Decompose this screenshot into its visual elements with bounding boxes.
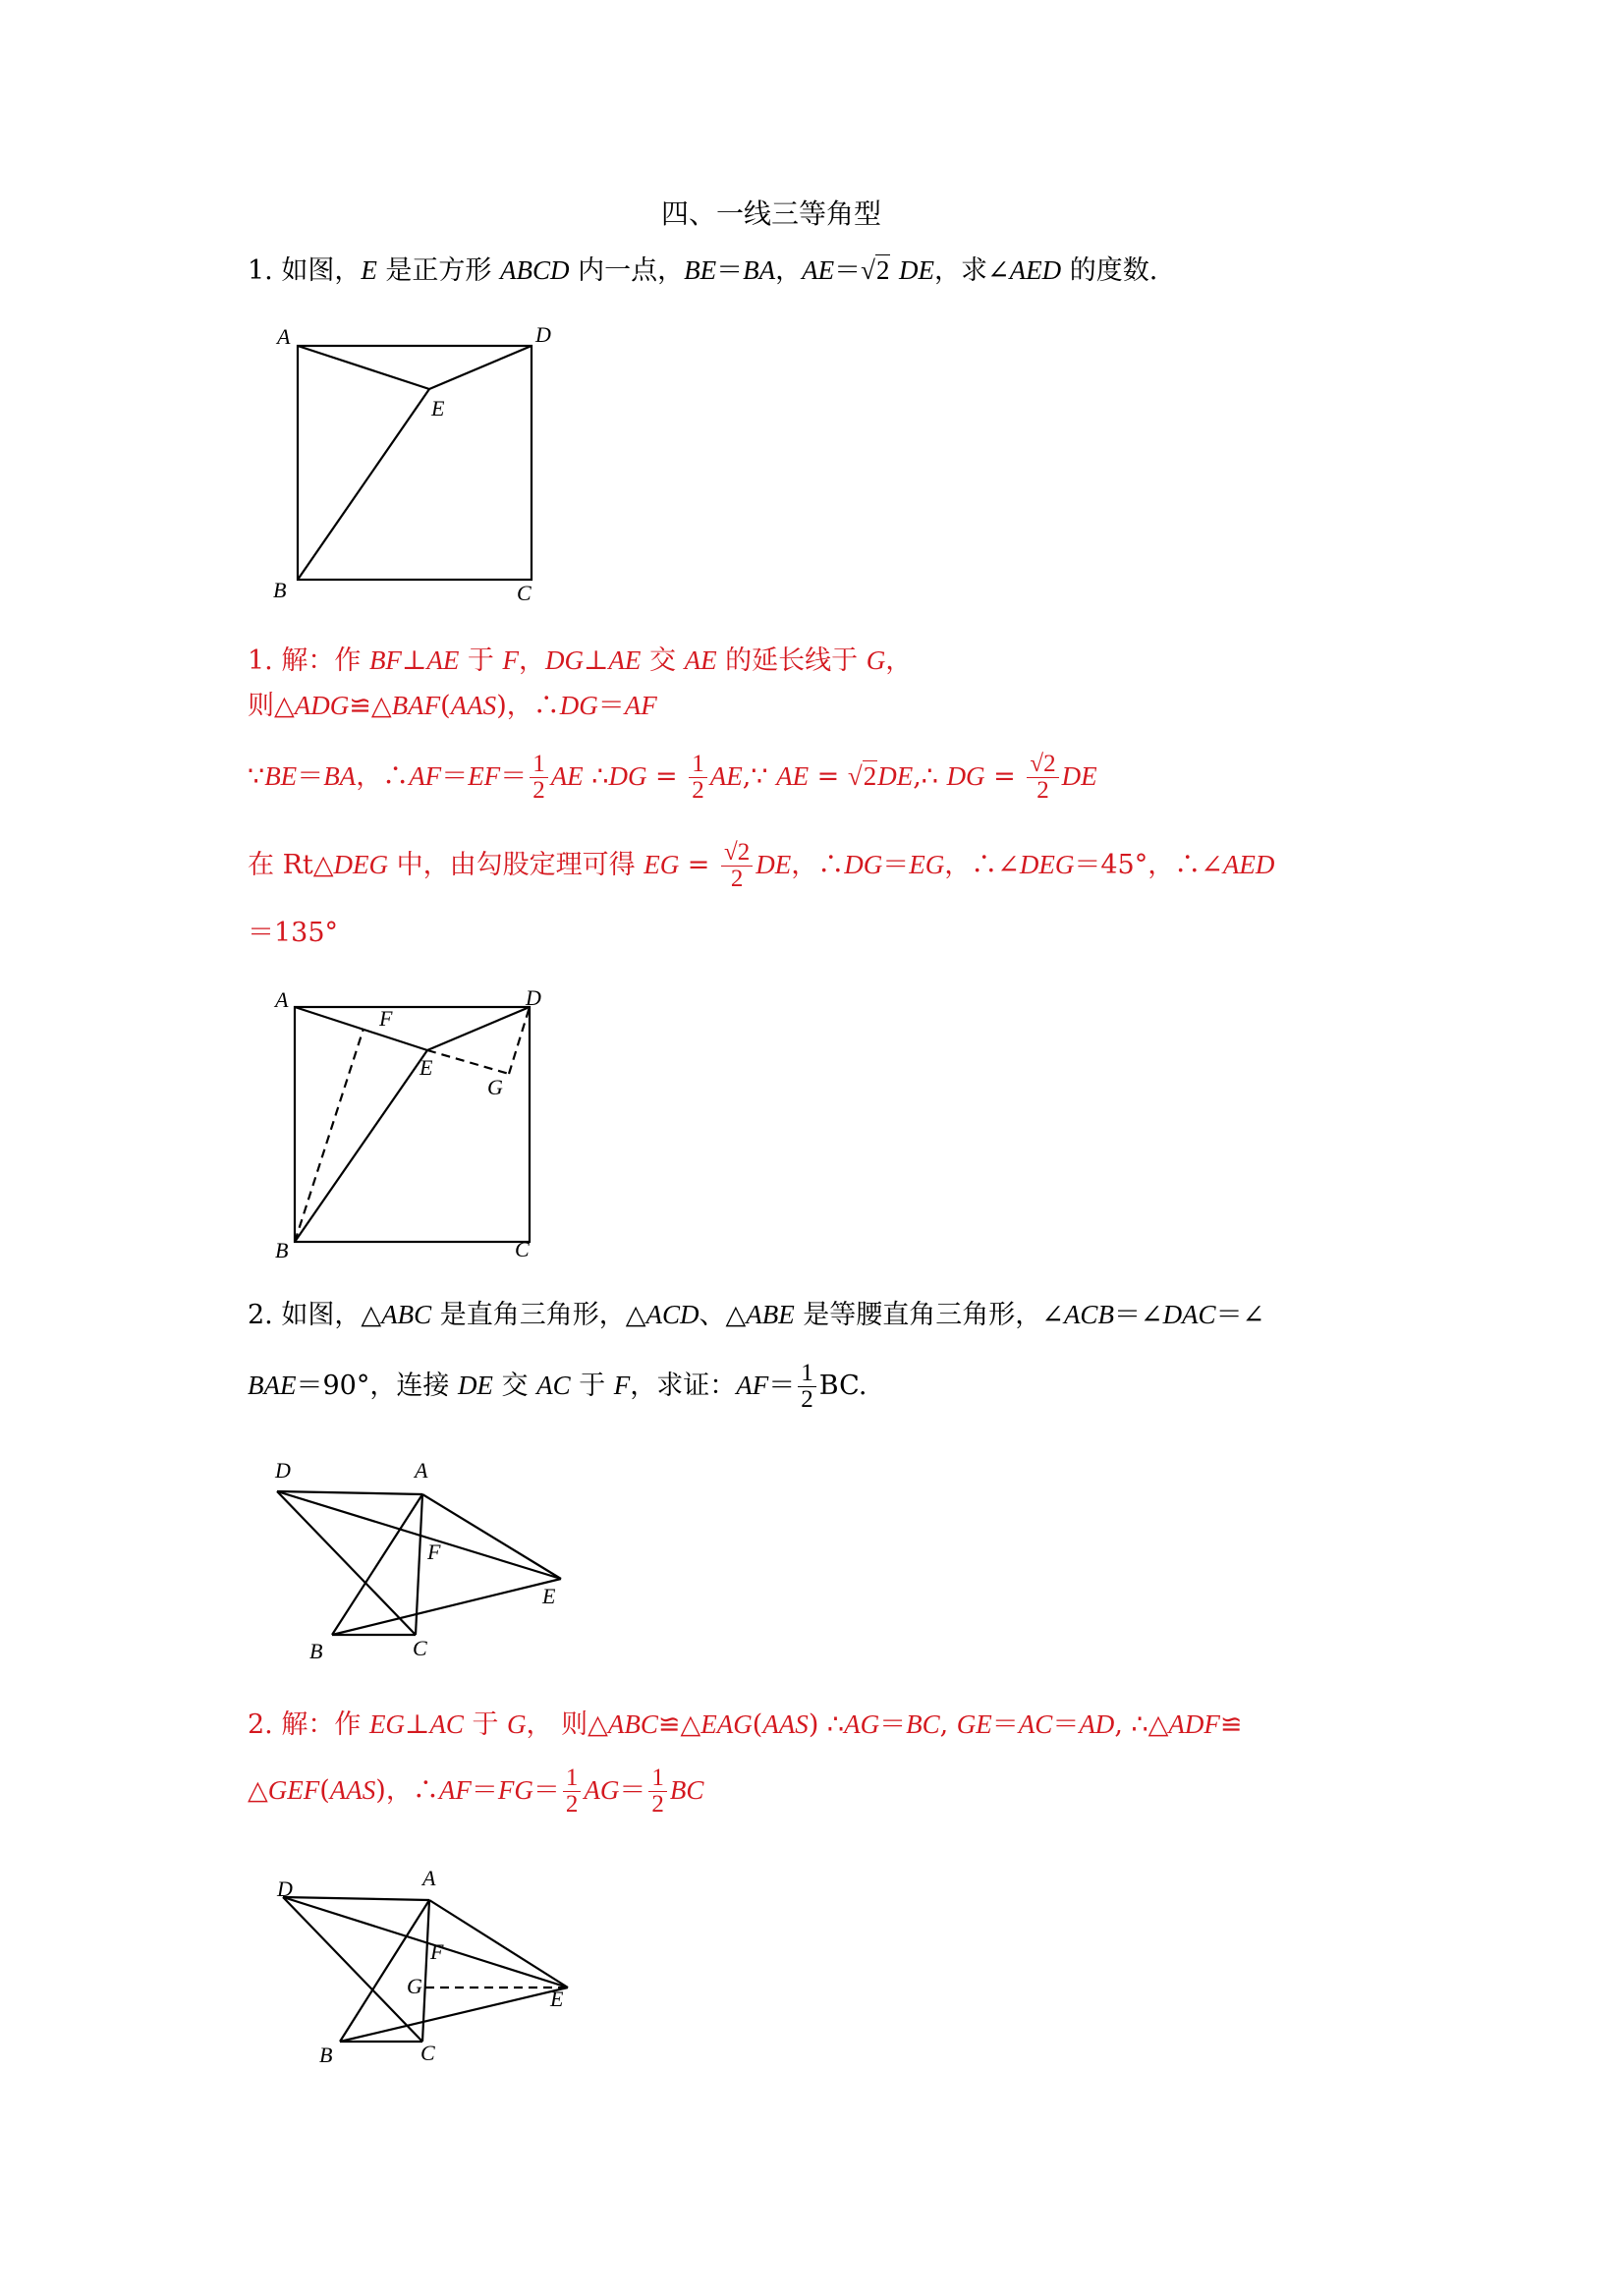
s1-var: ADG [294,691,350,720]
s1-text: 于 [459,645,503,676]
q2-var: F [613,1371,631,1400]
q1-var: AE [802,255,835,285]
q2-text: ＝∠ [1113,1300,1163,1330]
s1-var: AE [709,761,743,791]
q1-var: AED [1009,255,1062,285]
q1-text: ＝ [716,255,744,286]
page-title: 四、一线三等角型 [660,197,881,230]
fraction-numerator: 1 [689,752,707,778]
label-d: D [277,1876,293,1901]
fraction [563,1765,582,1818]
s2-var: G [507,1709,527,1739]
solution-2-line-1 [248,1705,1243,1745]
label-e: E [431,396,445,420]
fraction-denominator: 2 [651,1791,664,1818]
s1-var: AE [426,645,460,675]
label-e: E [550,1987,564,2011]
s2-text: ( [319,1775,330,1806]
q2-var: AC [536,1371,571,1400]
q1-text: 1. 如图， [248,255,362,286]
s1-text: ， [885,645,913,676]
label-d: D [275,1458,291,1483]
s1-var: DEG [1019,850,1075,879]
fraction-numerator: 1 [530,752,548,778]
solution-1-line-3 [248,735,1097,818]
fraction-numerator: 1 [648,1765,667,1792]
fraction-denominator: 2 [730,866,744,892]
fraction [689,752,707,804]
q2-text: 、△ [699,1300,747,1330]
sqrt-expression: √2 [847,761,877,791]
s2-text: ＝ [619,1775,646,1806]
s2-var: ABC [607,1709,658,1739]
q2-var: AF [736,1371,769,1400]
q2-var: DE [457,1371,493,1400]
segment-da [277,1491,422,1494]
q1-var: BA [743,255,776,285]
q2-text: 交 [492,1371,537,1401]
figure-4-triangles-construction [265,1857,589,2083]
label-c: C [517,581,532,605]
fraction [530,752,548,804]
fraction-denominator: 2 [692,777,704,804]
s1-var: BA [323,761,357,791]
segment-be [340,1988,568,2042]
s2-text: )，∴ [375,1775,439,1806]
s2-var: AD [1079,1709,1115,1739]
sqrt-radicand: 2 [863,761,877,791]
square-abcd [298,346,532,580]
label-a: A [275,987,289,1012]
s2-text: ， 则△ [526,1709,608,1740]
s1-text: ， [519,645,546,676]
s2-var: AC [429,1709,464,1739]
label-b: B [273,578,287,602]
s1-text: = [809,761,848,792]
square-abcd [295,1007,530,1242]
segment-ae [429,1900,568,1988]
q2-text: ，求证： [630,1371,737,1401]
s1-text: ＝ [500,761,528,792]
s1-text: ，∴ [791,850,845,880]
q2-var: ACD [645,1300,700,1329]
segment-ae [295,1007,427,1050]
fraction-numerator: 1 [798,1361,816,1387]
fraction-denominator: 2 [532,777,545,804]
q2-var: ACB [1063,1300,1114,1329]
s1-text: ＝ [882,850,910,880]
s1-text: 中，由勾股定理可得 [388,850,644,880]
s1-var: DG [559,691,598,720]
s1-text: ＝ [597,691,625,721]
s1-var: BAF [391,691,441,720]
s2-var: GEF [267,1775,320,1805]
fraction-denominator: 2 [801,1386,813,1413]
s1-text: = [984,761,1025,792]
q1-text: ， [775,255,803,286]
s1-var: AE [550,761,584,791]
sqrt-radicand: 2 [875,255,890,285]
s1-text: ⊥ [401,645,427,676]
s1-var: DE [1061,761,1097,791]
s2-var: EAG [700,1709,753,1739]
s1-text: 的延长线于 [716,645,867,676]
q2-text: ＝ [768,1371,796,1401]
s2-text: , ∴△ [1114,1709,1169,1740]
s1-var: EF [468,761,501,791]
s1-var: AAS [450,691,497,720]
s2-text: ＝ [991,1709,1019,1740]
s1-var: AED [1222,850,1275,879]
s2-var: EG [368,1709,405,1739]
s1-var: DE [877,761,914,791]
q1-text: ，求∠ [934,255,1010,286]
question-2-line-1 [248,1295,1264,1335]
segment-eg-dashed [427,1050,509,1074]
label-f: F [430,1939,444,1964]
s1-text: ，∴ [356,761,410,792]
q2-text: 是直角三角形，△ [431,1300,646,1330]
q1-var: DE [899,255,935,285]
s1-var: G [866,645,886,675]
fraction [798,1361,816,1413]
s1-var: AE [608,645,642,675]
s1-text: ＝ [297,761,324,792]
fraction [721,840,753,892]
s1-text: ,∵ [742,761,777,792]
question-1 [248,251,1157,291]
segment-de [429,346,532,389]
segment-be [295,1050,427,1242]
s2-var: FG [497,1775,533,1805]
segment-de [427,1007,530,1050]
s2-var: AAS [762,1709,809,1739]
s1-var: BF [368,645,402,675]
s2-var: ADF [1168,1709,1220,1739]
s2-text: ＝ [532,1775,560,1806]
label-b: B [309,1639,323,1663]
s1-var: AE [776,761,810,791]
label-a: A [277,324,291,349]
s1-var: EG [644,850,680,879]
q1-text: ＝ [834,255,862,286]
segment-ae [298,346,429,389]
s1-text: ( [440,691,451,721]
figure-3-triangles [265,1449,589,1675]
q1-text: 内一点， [569,255,685,286]
s2-var: AG [584,1775,620,1805]
s1-var: AF [624,691,657,720]
solution-1-line-5: ＝135° [248,918,339,948]
s1-text: ∵ [248,761,265,792]
q1-var: ABCD [500,255,570,285]
s1-text: ，∴∠ [944,850,1020,880]
label-c: C [413,1636,427,1660]
s1-var: DEG [333,850,389,879]
s1-text: 交 [641,645,685,676]
s1-text: ,∴ [913,761,947,792]
q1-var: BE [684,255,717,285]
label-d: D [535,322,551,347]
q1-text: 的度数. [1061,255,1158,286]
label-e: E [542,1584,556,1608]
s2-text: ＝ [471,1775,498,1806]
s2-var: AC [1018,1709,1053,1739]
s1-var: DG [844,850,883,879]
s1-var: DE [756,850,792,879]
label-c: C [515,1237,530,1261]
s2-text: ) ∴ [808,1709,845,1740]
q2-var: ABC [381,1300,432,1329]
s1-text: ≌△ [349,691,392,721]
fraction-numerator: √2 [721,840,753,867]
q2-text: 是等腰直角三角形，∠ [794,1300,1064,1330]
segment-ab [332,1494,422,1635]
sqrt-expression: √2 [861,255,890,285]
segment-be [332,1579,561,1635]
label-b: B [275,1238,289,1262]
solution-1-line-1 [248,641,912,681]
s1-var: DG [608,761,647,791]
fraction-numerator: 1 [563,1765,582,1792]
s2-text: △ [248,1775,268,1806]
q2-text: ＝∠ [1215,1300,1265,1330]
s2-var: BC [669,1775,704,1805]
q2-text: ＝90°，连接 [296,1371,458,1401]
segment-be [298,389,429,580]
q2-var: ABE [746,1300,795,1329]
s2-text: ＝ [1052,1709,1080,1740]
label-c: C [420,2041,435,2065]
s1-text: ＝ [441,761,469,792]
s2-text: 2. 解：作 [248,1709,369,1740]
s2-var: AG [844,1709,880,1739]
q1-text: 是正方形 [376,255,501,286]
s1-text: = [646,761,687,792]
s1-var: DG [946,761,985,791]
label-e: E [420,1055,433,1080]
q2-text: 2. 如图，△ [248,1300,382,1330]
s2-text: ＝ [879,1709,907,1740]
s2-text: ≌△ [657,1709,701,1740]
label-a: A [422,1866,436,1890]
s2-var: AF [438,1775,472,1805]
s1-text: ∴ [583,761,609,792]
s2-text: ≌ [1219,1709,1243,1740]
q2-var: BAE [248,1371,297,1400]
segment-ae [422,1494,561,1579]
s1-text: = [679,850,718,880]
solution-1-line-4 [248,823,1274,907]
s2-text: , [939,1709,957,1740]
label-f: F [379,1006,393,1031]
s1-text: ＝45°，∴∠ [1074,850,1223,880]
s1-var: AF [409,761,442,791]
figure-2-square-construction [265,978,570,1272]
solution-2-line-2 [248,1749,703,1832]
fraction-denominator: 2 [565,1791,579,1818]
s1-text: 1. 解：作 [248,645,369,676]
s2-var: AAS [329,1775,376,1805]
s1-text: 在 Rt△ [248,850,334,880]
s1-var: DG [545,645,585,675]
s1-text: )，∴ [496,691,560,721]
s2-var: BC [906,1709,940,1739]
s1-var: AE [684,645,717,675]
label-d: D [526,985,541,1010]
question-2-line-2 [248,1344,867,1428]
s1-var: EG [909,850,945,879]
fraction-denominator: 2 [1036,777,1049,804]
q2-text: 于 [570,1371,614,1401]
s2-text: ( [752,1709,763,1740]
s2-text: 于 [463,1709,508,1740]
s1-var: F [502,645,520,675]
s2-text: ⊥ [404,1709,430,1740]
s1-text: 则△ [248,691,295,721]
figure-1-square [265,314,560,609]
s2-var: GE [956,1709,992,1739]
fraction [648,1765,667,1818]
label-g: G [487,1075,503,1099]
segment-da [283,1897,429,1900]
label-g: G [407,1974,422,1998]
fraction [1027,752,1058,804]
q2-var: DAC [1162,1300,1216,1329]
label-f: F [427,1540,441,1564]
segment-gd-dashed [509,1007,530,1074]
q2-text: BC. [818,1371,867,1401]
solution-1-line-2 [248,686,657,726]
q1-var: E [361,255,377,285]
s1-text: ⊥ [584,645,609,676]
label-b: B [319,2043,333,2067]
label-a: A [415,1458,428,1483]
fraction-numerator: √2 [1027,752,1058,778]
segment-bf-dashed [295,1029,364,1242]
s1-var: BE [264,761,298,791]
